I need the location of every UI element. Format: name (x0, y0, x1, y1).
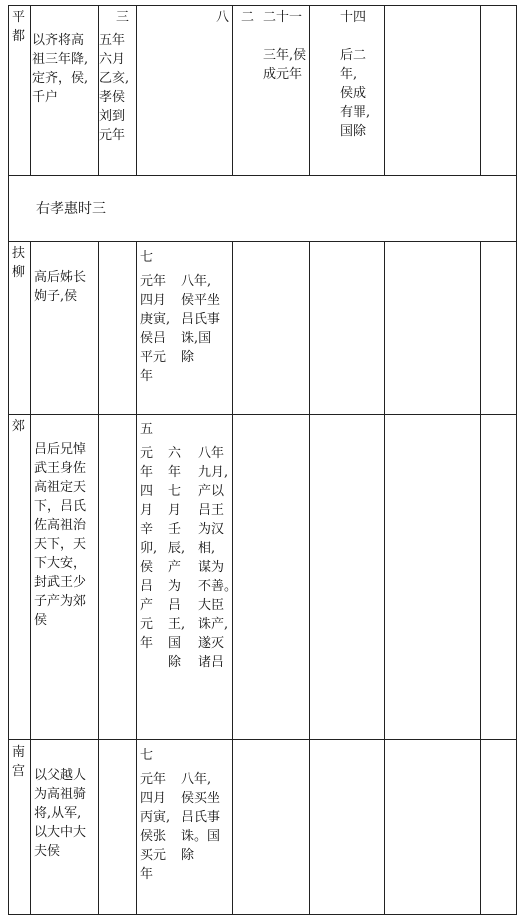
row-pingdu-huidi: 八 (216, 10, 230, 25)
column-divider-3 (136, 5, 137, 175)
row-nangong-gaohou-count: 七 (140, 748, 154, 763)
row-pingdu-reason: 以齐将高 祖三年降, 定齐，侯, 千户 (32, 33, 89, 105)
row-jiao-gaohou-b: 六 年 七 月 壬 辰, 产 为 吕 王, 国 除 (168, 446, 186, 670)
row-nangong-reason: 以父越人 为高祖骑 将,从军, 以大中大 夫侯 (34, 768, 87, 859)
row-jiao-name: 郊 (12, 419, 26, 434)
column-divider-6 (384, 241, 385, 915)
row-fuliu-reason: 高后姊长 姁子,侯 (34, 270, 87, 304)
row-fuliu-gaohou-a: 元年 四月 庚寅, 侯吕 平元 年 (140, 274, 171, 384)
row-pingdu-rank: 三 (116, 10, 130, 25)
column-divider-1 (30, 241, 31, 915)
row-pingdu-gaohou: 二 (241, 10, 255, 25)
row-pingdu-jingdi: 十四 后二 年, 侯成 有罪, 国除 (340, 10, 371, 139)
column-divider-7 (480, 241, 481, 915)
row-pingdu-name: 平 都 (12, 10, 26, 44)
row-divider (8, 241, 517, 242)
row-divider (8, 175, 517, 176)
row-divider (8, 739, 517, 740)
column-divider-5 (309, 5, 310, 175)
row-jiao-gaohou-c: 八年 九月, 产以 吕王 为汉 相, 谋为 不善。 大臣 诛产, 遂灭 诸吕 (198, 446, 238, 670)
row-jiao-gaohou-count: 五 (140, 422, 154, 437)
row-nangong-gaohou-a: 元年 四月 丙寅, 侯张 买元 年 (140, 772, 171, 882)
column-divider-7 (480, 5, 481, 175)
row-fuliu-name: 扶 柳 (12, 246, 26, 280)
row-divider (8, 414, 517, 415)
row-pingdu-enfeoff: 五年 六月 乙亥, 孝侯 刘到 元年 (99, 33, 130, 143)
table-left-border (8, 5, 9, 915)
row-nangong-gaohou-b: 八年, 侯买坐 吕氏事 诛。国 除 (181, 772, 221, 863)
row-fuliu-gaohou-count: 七 (140, 250, 154, 265)
table-bottom-border (8, 914, 517, 915)
column-divider-5 (309, 241, 310, 915)
column-divider-4 (232, 5, 233, 175)
row-jiao-reason: 吕后兄悼 武王身佐 高祖定天 下，吕氏 佐高祖治 天下，天 下大安， 封武王少 子产为郊 侯 (34, 442, 87, 628)
column-divider-6 (384, 5, 385, 175)
row-fuliu-gaohou-b: 八年, 侯平坐 吕氏事 诛,国 除 (181, 274, 221, 365)
row-pingdu-wendi: 二十一 三年,侯 成元年 (263, 10, 307, 82)
section-summary-label: 右孝惠时三 (36, 201, 106, 217)
table-right-border (516, 5, 517, 915)
row-jiao-gaohou-a: 元 年 四 月 辛 卯, 侯 吕 产 元 年 (140, 446, 158, 651)
column-divider-3 (136, 241, 137, 915)
column-divider-2 (98, 241, 99, 915)
column-divider-1 (30, 5, 31, 175)
table-top-border (8, 5, 517, 6)
row-nangong-name: 南 宫 (12, 745, 26, 779)
